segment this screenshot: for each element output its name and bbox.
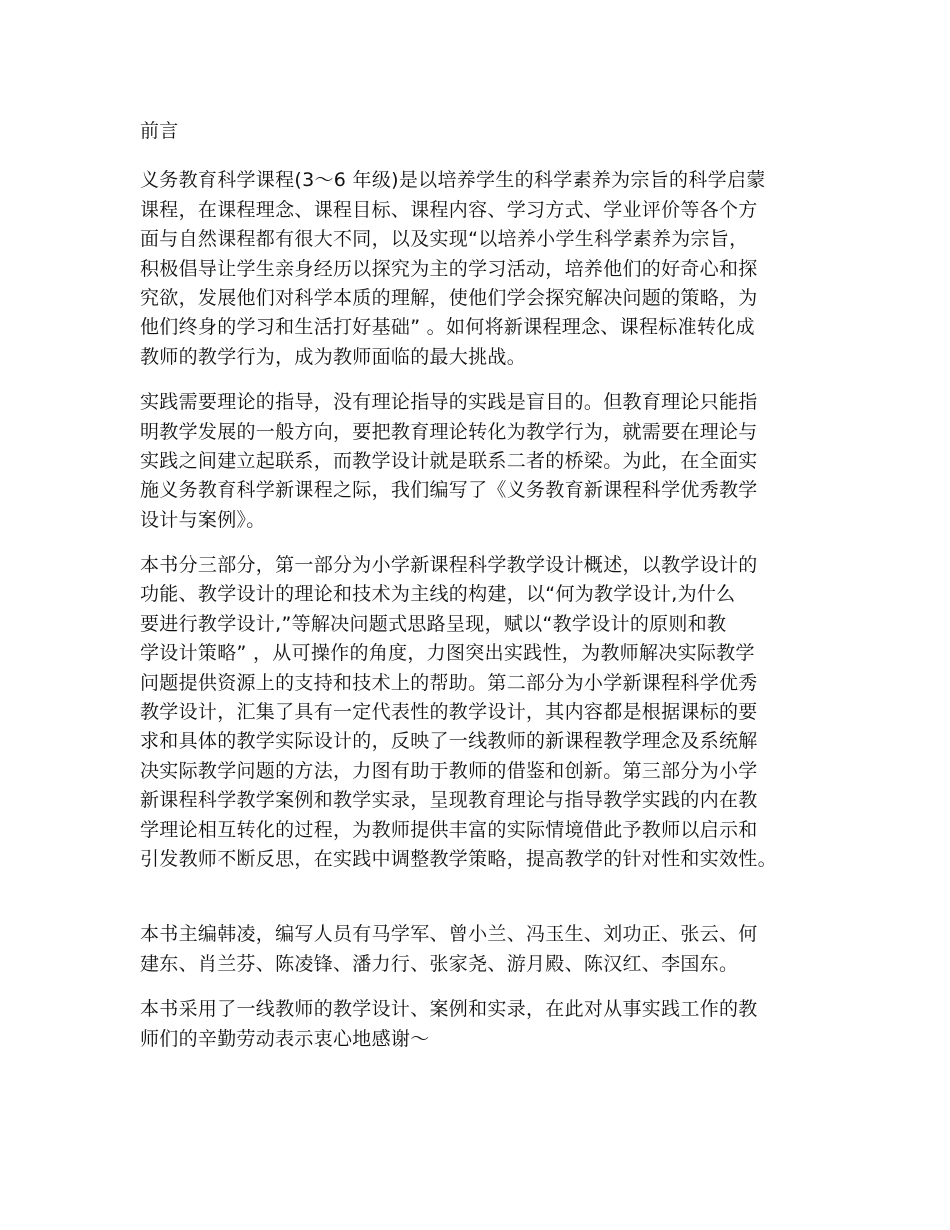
text-line: 本书采用了一线教师的教学设计、案例和实录，在此对从事实践工作的教 — [140, 998, 758, 1021]
paragraph-editors — [140, 920, 830, 979]
text-line: 功能、教学设计的理论和技术为主线的构建，以“何为教学设计,为什么 — [140, 583, 736, 606]
text-line: 问题提供资源上的支持和技术上的帮助。第二部分为小学新课程科学优秀 — [140, 671, 758, 694]
text-line: 实践之间建立起联系，而教学设计就是联系二者的桥梁。为此，在全面实 — [140, 449, 758, 472]
paragraph-intro — [140, 166, 830, 372]
text-line: 义务教育科学课程(3～6 年级)是以培养学生的科学素养为宗旨的科学启蒙 — [140, 169, 766, 192]
text-line: 要进行教学设计,”等解决问题式思路呈现，赋以“教学设计的原则和教 — [140, 612, 727, 635]
text-line: 教师的教学行为，成为教师面临的最大挑战。 — [140, 345, 527, 368]
text-line: 积极倡导让学生亲身经历以探究为主的学习活动，培养他们的好奇心和探 — [140, 257, 758, 280]
page-title: 前言 — [140, 120, 179, 142]
text-line: 求和具体的教学实际设计的，反映了一线教师的新课程教学理念及系统解 — [140, 730, 758, 753]
paragraph-thanks — [140, 995, 830, 1054]
text-line: 究欲，发展他们对科学本质的理解，使他们学会探究解决问题的策略，为 — [140, 286, 758, 309]
text-line: 本书主编韩凌，编写人员有马学军、曾小兰、冯玉生、刘功正、张云、何 — [140, 923, 758, 946]
paragraph-practice — [140, 388, 830, 535]
text-line: 设计与案例》。 — [140, 508, 266, 531]
text-line: 他们终身的学习和生活打好基础” 。如何将新课程理念、课程标准转化成 — [140, 316, 755, 339]
text-line: 决实际教学问题的方法，力图有助于教师的借鉴和创新。第三部分为小学 — [140, 759, 758, 782]
text-line: 建东、肖兰芬、陈凌锋、潘力行、张家尧、游月殿、陈汉红、李国东。 — [140, 952, 739, 975]
text-line: 课程，在课程理念、课程目标、课程内容、学习方式、学业评价等各个方 — [140, 198, 758, 221]
text-line: 学理论相互转化的过程，为教师提供丰富的实际情境借此予教师以启示和 — [140, 818, 758, 841]
text-line: 明教学发展的一般方向，要把教育理论转化为教学行为，就需要在理论与 — [140, 420, 758, 443]
text-line: 引发教师不断反思，在实践中调整教学策略，提高教学的针对性和实效性。 — [140, 847, 777, 870]
text-line: 教学设计，汇集了具有一定代表性的教学设计，其内容都是根据课标的要 — [140, 701, 758, 724]
text-line: 本书分三部分，第一部分为小学新课程科学教学设计概述，以教学设计的 — [140, 554, 758, 577]
paragraph-structure — [140, 551, 830, 874]
document-body — [140, 117, 830, 1070]
text-line: 学设计策略” ，从可操作的角度，力图突出实践性，为教师解决实际教学 — [140, 642, 755, 665]
text-line: 面与自然课程都有很大不同，以及实现“以培养小学生科学素养为宗旨， — [140, 228, 749, 251]
text-line: 新课程科学教学案例和教学实录，呈现教育理论与指导教学实践的内在教 — [140, 789, 758, 812]
text-line: 施义务教育科学新课程之际，我们编写了《义务教育新课程科学优秀教学 — [140, 479, 758, 502]
text-line: 师们的辛勤劳动表示衷心地感谢～ — [140, 1027, 430, 1050]
text-line: 实践需要理论的指导，没有理论指导的实践是盲目的。但教育理论只能指 — [140, 391, 758, 414]
